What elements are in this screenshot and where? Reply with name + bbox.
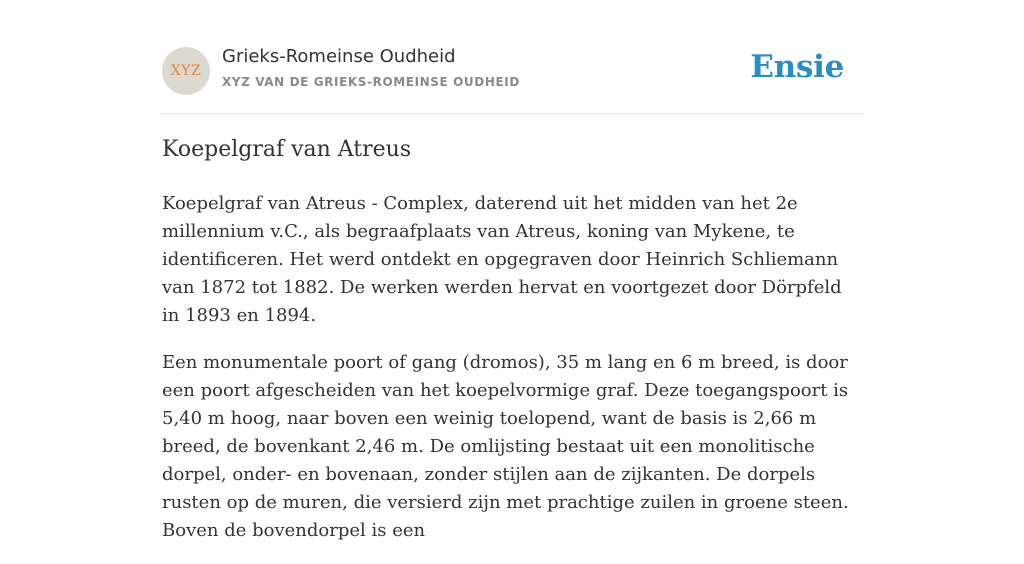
source-avatar[interactable]: XYZ (162, 47, 210, 95)
source-subtitle: XYZ VAN DE GRIEKS-ROMEINSE OUDHEID (222, 75, 520, 89)
article-title: Koepelgraf van Atreus (162, 137, 412, 162)
header-divider (162, 113, 862, 114)
header (162, 46, 862, 96)
article-body (162, 190, 862, 564)
article-paragraph: Koepelgraf van Atreus - Complex, daterend uit het midden van het 2e millennium v.C., als begraafplaats van Atreus, koning van Mykene, te identificeren. Het werd ontdekt en opgegraven door Heinrich Schliemann van 1872 tot 1882. De werken werden hervat en voortgezet door Dörpfeld in 1893 en 1894. (162, 193, 842, 326)
source-title[interactable]: Grieks-Romeinse Oudheid (222, 46, 456, 67)
ensie-logo[interactable]: Ensie (750, 49, 844, 85)
article-paragraph: Een monumentale poort of gang (dromos), 35 m lang en 6 m breed, is door een poort afgescheiden van het koepelvormige graf. Deze toegangspoort is 5,40 m hoog, naar boven een weinig toelopend, want de basis is 2,66 m breed, de bovenkant 2,46 m. De omlijsting bestaat uit een monolitische dorpel, onder- en bovenaan, zonder stijlen aan de zijkanten. De dorpels rusten op de muren, die versierd zijn met prachtige zuilen in groene steen. Boven de bovendorpel is een (162, 352, 849, 541)
